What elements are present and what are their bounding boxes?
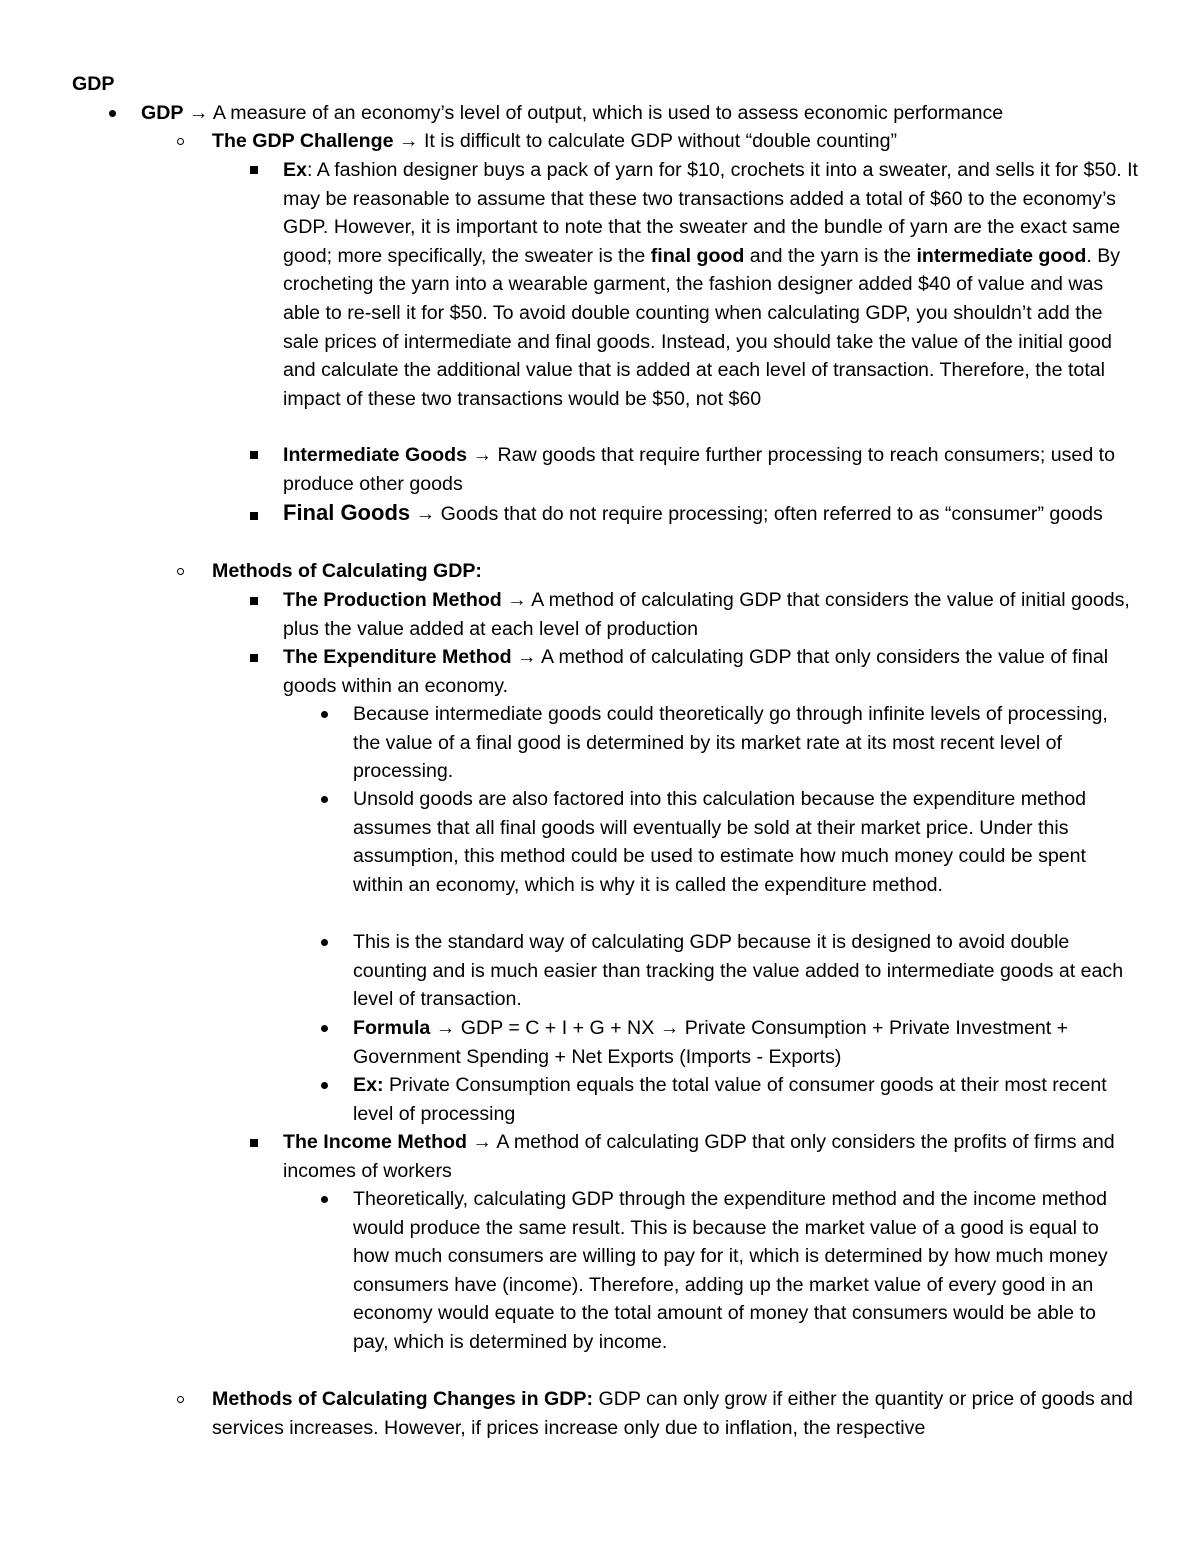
gdp-challenge xyxy=(212,127,1142,156)
bullet-square-icon xyxy=(250,166,258,174)
example-text-1: : A fashion designer buys a pack of yarn for $10, crochets it into a sweater, and sells it for $50. It may be reasonable to assume that these two transactions added a total of $60 to the economy’s GDP. However, it is important to note that the sweater and the bundle of yarn are the exact same good; more specifically, the sweater is the xyxy=(283,159,1138,267)
bullet-square-icon xyxy=(250,597,258,605)
term-intermediate-good: intermediate good xyxy=(916,244,1087,267)
bullet-dot-icon xyxy=(321,1082,328,1089)
term-ex: Ex xyxy=(283,159,307,181)
bullet-dot-icon xyxy=(321,939,328,946)
expenditure-point: Because intermediate goods could theoretically go through infinite levels of processing, the value of a final good is determined by its market rate at its most recent level of processing. xyxy=(353,703,1108,783)
term-formula: Formula xyxy=(353,1017,431,1039)
term-production-method: The Production Method xyxy=(283,589,502,611)
bullet-dot-icon xyxy=(321,711,328,718)
bullet-dot-icon xyxy=(321,1025,328,1032)
bullet-dot-icon xyxy=(109,110,116,117)
term-intermediate-goods: Intermediate Goods xyxy=(283,444,467,466)
term-final-good: final good xyxy=(650,244,745,267)
bullet-square-icon xyxy=(250,512,258,520)
example-text-2: and the yarn is the xyxy=(744,244,917,267)
bullet-dot-icon xyxy=(321,1196,328,1203)
income-point: Theoretically, calculating GDP through the expenditure method and the income method would produce the same result. This is because the market value of a good is equal to how much consumers are willing to pay for it, which is determined by how much money consumers have (income). Therefore, adding up the market value of every good in an economy would equate to the total amount of money that consumers would be able to pay, which is determined by income. xyxy=(353,1188,1108,1353)
bullet-square-icon xyxy=(250,654,258,662)
term-changes-in-gdp: Methods of Calculating Changes in GDP: xyxy=(212,1388,594,1410)
methods-heading: Methods of Calculating GDP: xyxy=(212,560,482,582)
term-gdp: GDP xyxy=(141,102,184,124)
term-gdp-challenge: The GDP Challenge xyxy=(212,130,394,152)
expenditure-example xyxy=(353,1071,1137,1128)
bullet-square-icon xyxy=(250,1139,258,1147)
expenditure-example-text: Private Consumption equals the total value of consumer goods at their most recent level of processing xyxy=(353,1074,1107,1125)
expenditure-point: Unsold goods are also factored into this calculation because the expenditure method assumes that all final goods will eventually be sold at their market price. Under this assumption, this method could be used to estimate how much money could be spent within an economy, which is why it is called the expenditure method. xyxy=(353,788,1087,896)
changes-in-gdp-text: GDP can only grow if either the quantity or price of goods and services increases. However, if prices increase only due to inflation, the respective xyxy=(212,1388,1133,1439)
bullet-square-icon xyxy=(250,451,258,459)
expenditure-formula xyxy=(353,1014,1137,1071)
document-title: GDP xyxy=(72,73,115,95)
bullet-circle-icon xyxy=(177,1396,184,1403)
bullet-circle-icon xyxy=(177,568,184,575)
term-income-method: The Income Method xyxy=(283,1131,467,1153)
gdp-definition xyxy=(141,99,1141,128)
income-method-text: → A method of calculating GDP that only considers the profits of firms and incomes of workers xyxy=(283,1131,1115,1182)
term-expenditure-method: The Expenditure Method xyxy=(283,646,512,668)
term-ex: Ex: xyxy=(353,1074,384,1096)
bullet-circle-icon xyxy=(177,138,184,145)
expenditure-method xyxy=(283,643,1133,700)
final-goods-text: → Goods that do not require processing; often referred to as “consumer” goods xyxy=(410,503,1103,525)
production-method-text: → A method of calculating GDP that considers the value of initial goods, plus the value added at each level of production xyxy=(283,589,1130,640)
example-text-3: . By crocheting the yarn into a wearable garment, the fashion designer added $40 of value and was able to re-sell it for $50. To avoid double counting when calculating GDP, you shouldn’t add the sale prices of intermediate and final goods. Instead, you should take the value of the initial good and calculate the additional value that is added at each level of transaction. Therefore, the total impact of these two transactions would be $50, not $60 xyxy=(283,244,1121,410)
gdp-definition-text: → A measure of an economy’s level of output, which is used to assess economic performance xyxy=(183,102,1004,124)
intermediate-goods-definition xyxy=(283,441,1133,498)
expenditure-point: This is the standard way of calculating GDP because it is designed to avoid double counting and is much easier than tracking the value added to intermediate goods at each level of transaction. xyxy=(353,931,1124,1011)
bullet-dot-icon xyxy=(321,796,328,803)
formula-text: → GDP = C + I + G + NX → Private Consumption + Private Investment + Government Spending + Net Exports (Imports - Exports) xyxy=(353,1017,1069,1068)
challenge-example xyxy=(283,156,1141,413)
final-goods-definition xyxy=(283,499,1133,529)
production-method xyxy=(283,586,1133,643)
changes-in-gdp xyxy=(212,1385,1142,1442)
intermediate-goods-text: → Raw goods that require further processing to reach consumers; used to produce other goods xyxy=(283,444,1116,495)
income-method xyxy=(283,1128,1133,1185)
term-final-goods: Final Goods xyxy=(283,500,411,525)
expenditure-method-text: → A method of calculating GDP that only considers the value of final goods within an economy. xyxy=(283,646,1109,697)
gdp-challenge-text: → It is difficult to calculate GDP without “double counting” xyxy=(393,130,897,152)
